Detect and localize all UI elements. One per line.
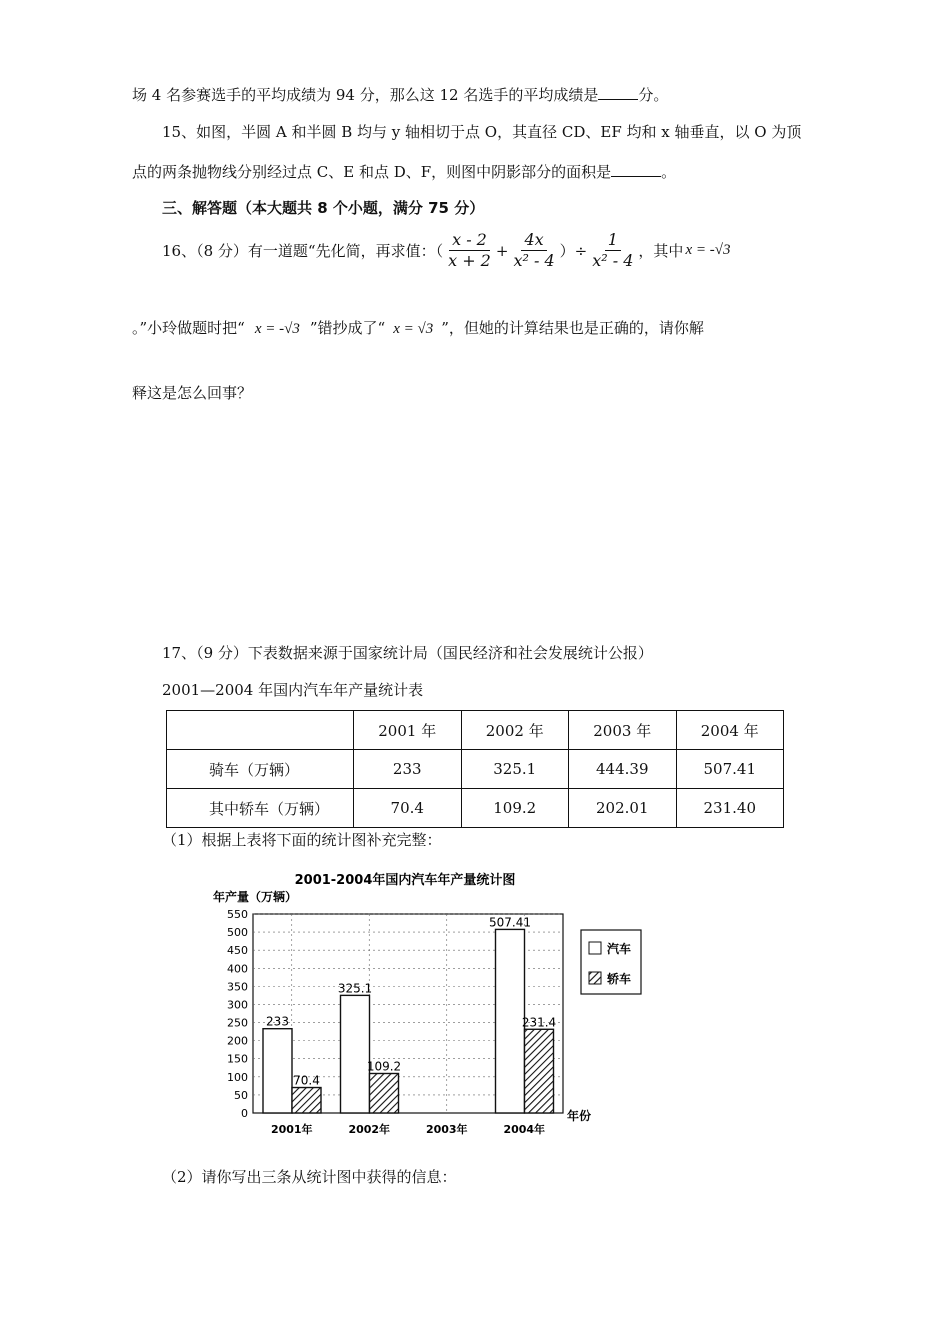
table-cell: 444.39 (569, 750, 677, 789)
data-label: 325.1 (337, 981, 373, 996)
table-cell: 233 (354, 750, 462, 789)
table-header-cell (167, 711, 354, 750)
y-tick-label: 150 (227, 1052, 248, 1066)
legend-swatch-car (589, 942, 601, 954)
fraction-1-denominator: x + 2 (448, 251, 491, 270)
x-tick-label: 2001年 (270, 1123, 313, 1136)
y-tick-label: 500 (227, 926, 248, 940)
table-header-cell: 2001 年 (354, 711, 462, 750)
data-label: 109.2 (366, 1059, 402, 1074)
question-15-line1: 15、如图，半圆 A 和半圆 B 均与 y 轴相切于点 O，其直径 CD、EF 均和 x 轴垂直，以 O 为顶 (162, 123, 802, 141)
table-header-cell: 2004 年 (676, 711, 784, 750)
y-tick-label: 450 (227, 944, 248, 958)
table-row (167, 789, 784, 828)
question-17-part2: （2）请你写出三条从统计图中获得的信息： (162, 1168, 457, 1186)
q16-x-miscopied: x = √3 (393, 321, 434, 337)
legend-swatch-sedan (589, 972, 601, 984)
bar-car (263, 1029, 292, 1113)
p1-end-text: 分。 (638, 86, 669, 104)
fraction-2 (510, 230, 557, 271)
data-label: 233 (266, 1014, 289, 1029)
table-cell: 202.01 (569, 789, 677, 828)
bar-car (496, 929, 525, 1113)
fraction-3-numerator: 1 (605, 230, 621, 251)
y-tick-label: 0 (241, 1107, 248, 1120)
answer-blank-14 (598, 85, 638, 100)
section-3-heading: 三、解答题（本大题共 8 个小题，满分 75 分） (162, 199, 485, 217)
table-header-row (167, 711, 784, 750)
chart-xlabel: 年份 (567, 1109, 592, 1123)
bar-sedan (292, 1088, 321, 1113)
table-cell: 507.41 (676, 750, 784, 789)
q15-text: 点的两条抛物线分别经过点 C、E 和点 D、F，则图中阴影部分的面积是 (132, 163, 612, 181)
fraction-3 (589, 230, 636, 271)
chart-title: 2001-2004年国内汽车年产量统计图 (294, 873, 516, 888)
question-16-line3: 释这是怎么回事？ (132, 384, 253, 402)
y-tick-label: 50 (234, 1088, 248, 1102)
legend-label-sedan: 轿车 (607, 972, 632, 986)
fraction-2-numerator: 4x (521, 230, 546, 251)
divide-sign: ）÷ (559, 242, 588, 260)
legend-label-car: 汽车 (607, 942, 632, 956)
bar-sedan (525, 1029, 554, 1113)
y-tick-label: 200 (227, 1034, 248, 1048)
question-15-line2 (132, 161, 676, 182)
chart-x-ticks (271, 1122, 545, 1136)
data-label: 507.41 (489, 915, 531, 930)
y-tick-label: 100 (227, 1070, 248, 1084)
data-label: 231.4 (521, 1015, 557, 1030)
table-header-cell: 2003 年 (569, 711, 677, 750)
table-row-label: 其中轿车（万辆） (167, 789, 354, 828)
q16-b3: ”，但她的计算结果也是正确的，请你解 (441, 319, 704, 337)
q16-where: ，其中 (638, 242, 684, 260)
q16-lead: 16、（8 分）有一道题“先化简，再求值：（ (162, 242, 444, 260)
x-tick-label: 2002年 (348, 1123, 391, 1136)
chart-legend (581, 930, 641, 994)
production-table (166, 710, 784, 828)
q16-b1: 。”小玲做题时把“ (132, 319, 245, 337)
table-cell: 70.4 (354, 789, 462, 828)
y-tick-label: 300 (227, 998, 248, 1012)
data-label: 70.4 (293, 1073, 320, 1088)
plus-sign: + (495, 241, 509, 260)
table-caption: 2001—2004 年国内汽车年产量统计表 (162, 681, 424, 699)
table-row (167, 750, 784, 789)
question-16-line1 (162, 230, 730, 271)
paragraph-14-end (132, 84, 668, 105)
q16-x-value: x = -√3 (685, 242, 731, 258)
y-tick-label: 400 (227, 962, 248, 976)
y-tick-label: 350 (227, 980, 248, 994)
table-cell: 109.2 (461, 789, 569, 828)
chart-bars (263, 915, 556, 1113)
q15-end: 。 (661, 163, 677, 181)
question-16-line2 (132, 317, 704, 338)
q16-b2: ”错抄成了“ (309, 319, 386, 337)
table-cell: 231.40 (676, 789, 784, 828)
y-tick-label: 250 (227, 1016, 248, 1030)
p1-text: 场 4 名参赛选手的平均成绩为 94 分，那么这 12 名选手的平均成绩是 (132, 86, 599, 104)
y-tick-label: 550 (227, 908, 248, 921)
production-bar-chart (205, 870, 632, 1140)
bar-car (341, 995, 370, 1113)
x-tick-label: 2004年 (503, 1123, 546, 1136)
chart-ylabel: 年产量（万辆） (213, 890, 298, 904)
table-row-label: 骑车（万辆） (167, 750, 354, 789)
bar-sedan (370, 1073, 399, 1113)
x-tick-label: 2003年 (425, 1123, 468, 1136)
q16-x-original: x = -√3 (254, 321, 300, 337)
fraction-1 (445, 230, 494, 271)
chart-y-ticks (227, 908, 248, 1120)
answer-blank-15 (611, 162, 661, 177)
fraction-2-denominator: x² - 4 (513, 251, 555, 270)
fraction-3-denominator: x² - 4 (592, 251, 634, 270)
question-17-intro: 17、（9 分）下表数据来源于国家统计局（国民经济和社会发展统计公报） (162, 644, 653, 662)
fraction-1-numerator: x - 2 (449, 230, 490, 251)
question-17-part1: （1）根据上表将下面的统计图补充完整： (162, 831, 442, 849)
table-header-cell: 2002 年 (461, 711, 569, 750)
table-cell: 325.1 (461, 750, 569, 789)
